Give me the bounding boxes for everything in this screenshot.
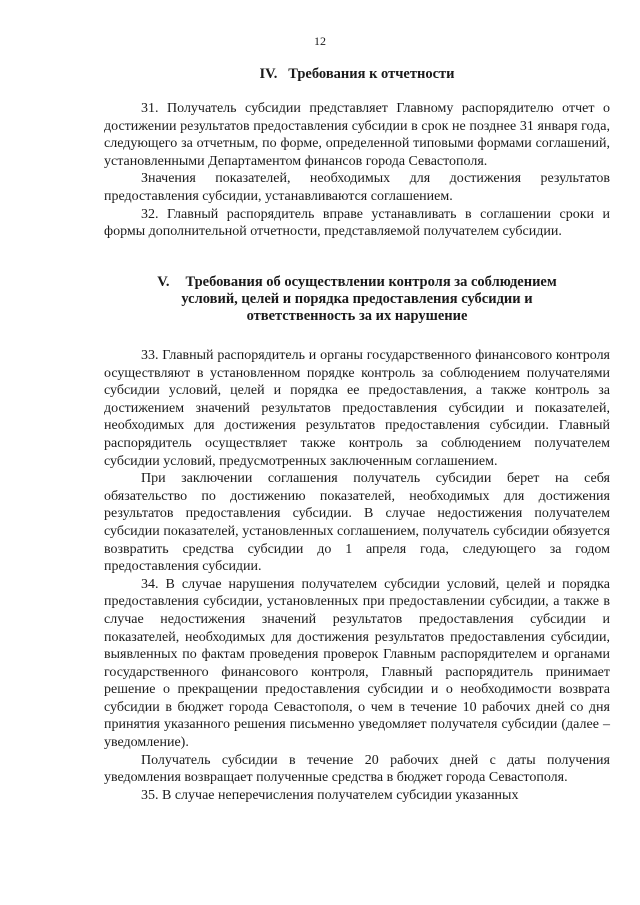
paragraph-31-indicators: Значения показателей, необходимых для достижения результатов предоставления субсидии, устанавливаются соглашением. [104,171,610,204]
paragraph-35: 35. В случае неперечисления получателем субсидии указанных [141,787,519,803]
section-5-title-line-1: V. Требования об осуществлении контроля за соблюдением [157,274,557,290]
paragraph-34: 34. В случае нарушения получателем субсидии условий, целей и порядка предоставления субсидии, установленных при предоставлении субсидии, а также в случае недостижения значений результатов предоставления субсидии и показателей, необходимых для достижения результатов предоставления субсидии, выявленных по фактам проведения проверок Главным распорядителем и органами государственного финансового контроля, Главный распорядитель принимает решение о прекращении предоставления субсидии и о необходимости возврата субсидии в бюджет города Севастополя, о чем в течение 10 рабочих дней со дня принятия указанного решения письменно уведомляет получателя субсидии (далее – уведомление). [104,576,610,751]
section-4-title: Требования к отчетности [288,66,455,82]
section-5-number: V. [157,274,170,290]
paragraph-32: 32. Главный распорядитель вправе устанавливать в соглашении сроки и формы дополнительной отчетности, представляемой получателем субсидии. [104,206,610,240]
paragraph-33: 33. Главный распорядитель и органы государственного финансового контроля осуществляют в установленном порядке контроль за соблюдением получателями субсидии условий, целей и порядка ее предоставления, а также контроль за достижением значений результатов предоставления субсидии и показателей, необходимых для достижения результатов предоставления субсидии. Главный распорядитель осуществляет также контроль за соблюдением получателем субсидии условий, предусмотренных заключенным соглашением. [104,348,610,469]
section-4-body [104,100,610,241]
paragraph-31: 31. Получатель субсидии представляет Главному распорядителю отчет о достижении результатов предоставления субсидии в срок не позднее 31 января года, следующего за отчетным, по форме, определенной типовыми формами соглашений, установленными Департаментом финансов города Севастополя. [104,101,610,169]
section-4-heading [104,66,610,83]
paragraph-34-return: Получатель субсидии в течение 20 рабочих дней с даты получения уведомления возвращает полученные средства в бюджет города Севастополя. [104,752,610,786]
section-5-body [104,347,610,804]
section-5-title-line-2: условий, целей и порядка предоставления субсидии и [181,291,533,307]
paragraph-33-obligation: При заключении соглашения получатель субсидии берет на себя обязательство по достижению показателей, необходимых для достижения результатов предоставления субсидии. В случае недостижения получателем субсидии показателей, установленных соглашением, получатель субсидии обязуется возвратить средства субсидии до 1 апреля года, следующего за годом предоставления субсидии. [104,471,610,575]
section-4-number: IV. [259,66,278,82]
page-number: 12 [314,34,326,48]
section-5-title-line-3: ответственность за их нарушение [246,308,468,324]
section-5-heading [104,274,610,325]
